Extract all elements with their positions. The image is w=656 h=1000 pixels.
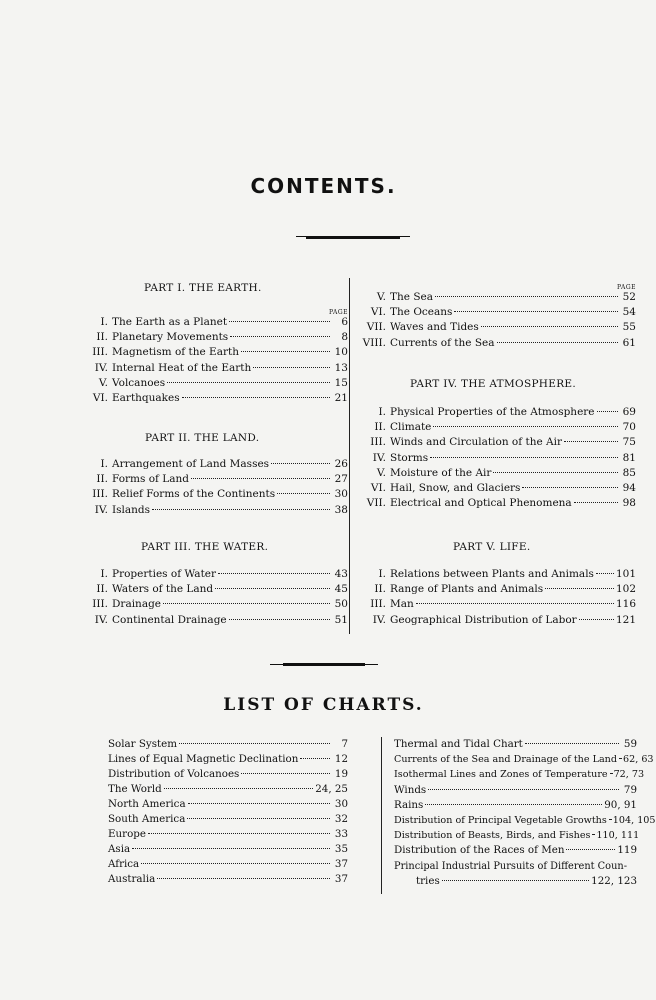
chart-entry — [108, 767, 348, 782]
chart-title: Winds — [394, 783, 427, 796]
chart-title: Thermal and Tidal Chart — [394, 738, 523, 750]
chart-page: 30 — [334, 798, 348, 810]
chapter-entry — [356, 320, 636, 335]
leader-dots — [179, 743, 330, 744]
chapter-entry — [78, 361, 348, 376]
chapter-page: 6 — [341, 316, 348, 328]
section-rule-thin — [270, 664, 378, 665]
chapter-number: V. — [376, 466, 386, 479]
leader-dots — [525, 743, 619, 744]
chapter-entry — [78, 345, 348, 360]
chapter-page: 94 — [622, 481, 636, 494]
leader-dots — [545, 588, 614, 589]
chart-title: Principal Industrial Pursuits of Different Coun- — [394, 860, 628, 872]
chart-page: 24, 25 — [315, 783, 348, 795]
leader-dots — [442, 880, 589, 881]
chart-entry — [394, 798, 637, 813]
leader-dots — [277, 493, 330, 494]
chapter-title: The Earth as a Planet — [112, 316, 228, 328]
charts-divider — [381, 737, 382, 894]
chapter-entry — [356, 435, 636, 450]
chapter-page: 54 — [622, 306, 636, 319]
chart-title: Europe — [108, 828, 146, 840]
chart-page: 119 — [617, 844, 637, 857]
leader-dots — [430, 457, 618, 458]
chapter-page: 98 — [622, 497, 636, 510]
chapter-title: Moisture of the Air — [390, 466, 492, 479]
chapter-number: IV. — [94, 503, 108, 516]
chapter-page: 10 — [334, 346, 348, 359]
chapter-number: III. — [370, 598, 386, 611]
chapter-number: III. — [370, 436, 386, 449]
chapter-title: The Sea — [390, 291, 433, 303]
chart-entry — [108, 842, 348, 857]
chapter-title: Earthquakes — [112, 391, 180, 404]
chapter-page: 27 — [334, 473, 348, 486]
leader-dots — [148, 833, 330, 834]
leader-dots — [619, 758, 621, 759]
chapter-title: The Oceans — [390, 306, 453, 319]
chapter-entry — [356, 582, 636, 597]
leader-dots — [428, 789, 619, 790]
chapter-entry — [356, 451, 636, 466]
chapter-page: 43 — [334, 568, 348, 580]
chapter-title: Currents of the Sea — [390, 336, 495, 349]
title-rule-thin — [296, 236, 410, 237]
chapter-number: VI. — [92, 391, 108, 404]
chapter-title: Relief Forms of the Continents — [112, 488, 276, 501]
chapter-page: 85 — [622, 466, 636, 479]
chapter-page: 55 — [622, 321, 636, 334]
chapter-page: 61 — [622, 336, 636, 349]
leader-dots — [182, 397, 330, 398]
leader-dots — [481, 326, 618, 327]
chart-entry — [394, 752, 654, 767]
chart-entry — [394, 828, 640, 843]
part-heading: PART V. LIFE. — [453, 541, 531, 553]
chart-list — [394, 737, 656, 889]
chapter-page: 81 — [622, 451, 636, 464]
leader-dots — [574, 502, 618, 503]
chapter-entry — [78, 567, 348, 582]
chapter-entry — [78, 487, 348, 502]
chart-page: 33 — [334, 828, 348, 840]
chart-page: 90, 91 — [604, 798, 637, 811]
leader-dots — [218, 573, 330, 574]
chart-title: South America — [108, 813, 186, 825]
chapter-entry — [356, 466, 636, 481]
chart-entry — [108, 872, 348, 887]
chapter-title: Volcanoes — [112, 376, 166, 389]
chart-entry — [108, 812, 348, 827]
leader-dots — [187, 818, 330, 819]
leader-dots — [609, 819, 611, 820]
chapter-entry — [78, 503, 348, 518]
chart-entry — [108, 752, 348, 767]
chapter-list — [78, 457, 348, 518]
chapter-number: IV. — [372, 451, 386, 464]
column-divider — [349, 278, 350, 634]
chart-title: Distribution of the Races of Men — [394, 844, 565, 857]
leader-dots — [230, 336, 330, 337]
chapter-page: 21 — [334, 391, 348, 404]
chapter-title: Internal Heat of the Earth — [112, 361, 252, 374]
chapter-title: Winds and Circulation of the Air — [390, 436, 562, 449]
chapter-entry — [78, 457, 348, 472]
chapter-entry — [78, 472, 348, 487]
chapter-page: 26 — [334, 458, 348, 470]
chapter-title: Magnetism of the Earth — [112, 346, 239, 359]
leader-dots — [596, 573, 614, 574]
chart-title: Australia — [108, 873, 156, 885]
chapter-title: Geographical Distribution of Labor — [390, 613, 577, 626]
chapter-number: II. — [96, 583, 108, 596]
chart-page: 19 — [334, 768, 348, 780]
chart-page: 62, 63 — [623, 754, 654, 766]
chapter-entry — [356, 613, 636, 628]
chapter-number: II. — [96, 473, 108, 486]
chapter-number: I. — [100, 568, 108, 580]
chapter-entry — [356, 496, 636, 511]
chapter-entry — [356, 420, 636, 435]
chapter-list — [356, 290, 636, 351]
chart-page: 59 — [623, 738, 637, 750]
chapter-title: Electrical and Optical Phenomena — [390, 497, 572, 510]
chapter-number: III. — [92, 346, 108, 359]
chapter-number: IV. — [94, 361, 108, 374]
part-heading: PART I. THE EARTH. — [144, 282, 262, 294]
chart-title: North America — [108, 798, 186, 810]
chart-page: 35 — [334, 843, 348, 855]
leader-dots — [493, 472, 618, 473]
chapter-number: II. — [374, 583, 386, 596]
chart-page: 7 — [341, 738, 348, 750]
chart-entry — [108, 782, 348, 797]
chapter-entry — [356, 567, 636, 582]
page-title: CONTENTS. — [250, 174, 397, 198]
chapter-number: IV. — [372, 613, 386, 626]
leader-dots — [132, 848, 330, 849]
chapter-entry — [356, 336, 636, 351]
chapter-entry — [78, 315, 348, 330]
chapter-entry — [356, 597, 636, 612]
chapter-title: Continental Drainage — [112, 613, 227, 626]
chart-title: Distribution of Beasts, Birds, and Fishes — [394, 830, 591, 842]
chapter-list — [78, 567, 348, 628]
leader-dots — [497, 342, 618, 343]
chapter-title: Range of Plants and Animals — [390, 583, 544, 596]
chapter-entry — [356, 481, 636, 496]
chapter-entry — [78, 376, 348, 391]
chart-title: Rains — [394, 798, 424, 811]
chapter-number: I. — [100, 458, 108, 470]
chart-entry — [394, 813, 656, 828]
leader-dots — [229, 619, 330, 620]
leader-dots — [300, 758, 330, 759]
chart-entry — [108, 797, 348, 812]
leader-dots — [579, 619, 614, 620]
chapter-page: 38 — [334, 503, 348, 516]
leader-dots — [164, 788, 313, 789]
chart-page: 32 — [334, 813, 348, 825]
chart-page: 72, 73 — [613, 769, 645, 781]
chapter-page: 52 — [622, 291, 636, 303]
leader-dots — [564, 441, 618, 442]
chapter-entry — [78, 391, 348, 406]
leader-dots — [592, 834, 594, 835]
chart-page: 110, 111 — [596, 830, 640, 842]
leader-dots — [167, 382, 330, 383]
leader-dots — [610, 773, 612, 774]
leader-dots — [271, 463, 330, 464]
leader-dots — [191, 478, 330, 479]
chapter-number: II. — [96, 331, 108, 344]
chapter-page: 116 — [615, 598, 636, 611]
chapter-entry — [78, 597, 348, 612]
charts-title: LIST OF CHARTS. — [223, 695, 424, 715]
leader-dots — [253, 367, 330, 368]
chapter-entry — [356, 290, 636, 305]
leader-dots — [152, 509, 330, 510]
part-heading: PART III. THE WATER. — [141, 541, 269, 553]
chapter-number: III. — [92, 598, 108, 611]
chapter-title: Drainage — [112, 598, 162, 611]
chapter-number: VI. — [370, 306, 386, 319]
chart-title: Distribution of Principal Vegetable Growths — [394, 814, 607, 826]
chapter-title: Islands — [112, 503, 151, 516]
leader-dots — [522, 487, 618, 488]
chapter-number: I. — [378, 406, 386, 418]
chart-entry — [108, 827, 348, 842]
chapter-title: Forms of Land — [112, 473, 189, 486]
chapter-page: 75 — [622, 436, 636, 449]
chapter-number: II. — [374, 421, 386, 434]
chapter-page: 45 — [334, 583, 348, 596]
chapter-title: Relations between Plants and Animals — [390, 568, 594, 580]
chapter-number: VII. — [366, 497, 386, 510]
chart-title: Asia — [108, 843, 131, 855]
chart-title: tries — [416, 874, 440, 887]
chart-entry — [394, 843, 637, 858]
leader-dots — [416, 603, 614, 604]
chapter-number: I. — [100, 316, 108, 328]
chapter-list — [356, 405, 636, 511]
chart-page: 104, 105 — [612, 814, 656, 826]
chapter-title: Storms — [390, 451, 429, 464]
chart-page: 37 — [334, 858, 348, 870]
leader-dots — [454, 311, 618, 312]
leader-dots — [163, 603, 330, 604]
chart-entry — [394, 874, 637, 889]
chapter-title: Climate — [390, 421, 432, 434]
chapter-page: 69 — [622, 406, 636, 418]
chart-page: 122, 123 — [591, 874, 637, 887]
chart-entry — [108, 737, 348, 752]
chapter-title: Waves and Tides — [390, 321, 479, 334]
leader-dots — [433, 426, 618, 427]
chapter-entry — [78, 582, 348, 597]
part-heading: PART IV. THE ATMOSPHERE. — [410, 378, 577, 390]
chapter-page: 51 — [334, 613, 348, 626]
chapter-title: Arrangement of Land Masses — [112, 458, 270, 470]
chapter-page: 50 — [334, 598, 348, 611]
chapter-title: Physical Properties of the Atmosphere — [390, 406, 595, 418]
chapter-entry — [78, 613, 348, 628]
chart-title: Distribution of Volcanoes — [108, 768, 240, 780]
chart-entry — [394, 859, 637, 874]
chapter-page: 30 — [334, 488, 348, 501]
chapter-number: V. — [98, 376, 108, 389]
leader-dots — [188, 803, 330, 804]
chapter-page: 70 — [622, 421, 636, 434]
leader-dots — [241, 773, 330, 774]
page-column-label: PAGE — [617, 284, 636, 291]
chapter-number: VI. — [370, 481, 386, 494]
chapter-entry — [356, 305, 636, 320]
chapter-title: Waters of the Land — [112, 583, 214, 596]
chapter-number: VII. — [366, 321, 386, 334]
chart-title: Africa — [108, 858, 140, 870]
chart-title: Solar System — [108, 738, 178, 750]
chapter-number: V. — [376, 291, 386, 303]
chapter-number: VIII. — [362, 336, 386, 349]
chapter-page: 121 — [615, 613, 636, 626]
chart-title: Currents of the Sea and Drainage of the Land — [394, 754, 618, 766]
chart-entry — [108, 857, 348, 872]
chapter-page: 15 — [334, 376, 348, 389]
chart-title: Isothermal Lines and Zones of Temperature — [394, 769, 608, 781]
chapter-entry — [78, 330, 348, 345]
chapter-entry — [356, 405, 636, 420]
leader-dots — [215, 588, 330, 589]
chapter-page: 8 — [341, 331, 348, 344]
chart-entry — [394, 783, 637, 798]
chapter-page: 102 — [615, 583, 636, 596]
chapter-title: Hail, Snow, and Glaciers — [390, 481, 521, 494]
chart-entry — [394, 737, 637, 752]
chapter-title: Planetary Movements — [112, 331, 229, 344]
leader-dots — [597, 411, 618, 412]
chapter-number: IV. — [94, 613, 108, 626]
chart-entry — [394, 767, 645, 782]
chapter-number: III. — [92, 488, 108, 501]
leader-dots — [241, 351, 330, 352]
leader-dots — [435, 296, 618, 297]
leader-dots — [425, 804, 602, 805]
chapter-page: 13 — [334, 361, 348, 374]
chapter-list — [78, 315, 348, 406]
leader-dots — [141, 863, 330, 864]
chart-title: The World — [108, 783, 162, 795]
chapter-list — [356, 567, 636, 628]
chart-page: 37 — [334, 873, 348, 885]
leader-dots — [157, 878, 330, 879]
part-heading: PART II. THE LAND. — [145, 432, 260, 444]
leader-dots — [566, 849, 615, 850]
chart-page: 79 — [623, 783, 637, 796]
chapter-title: Properties of Water — [112, 568, 217, 580]
chapter-number: I. — [378, 568, 386, 580]
chart-page: 12 — [334, 753, 348, 765]
page-column-label: PAGE — [329, 309, 348, 316]
chapter-title: Man — [390, 598, 414, 611]
chart-title: Lines of Equal Magnetic Declination — [108, 753, 299, 765]
leader-dots — [229, 321, 330, 322]
chart-list — [108, 737, 348, 887]
chapter-page: 101 — [615, 568, 636, 580]
